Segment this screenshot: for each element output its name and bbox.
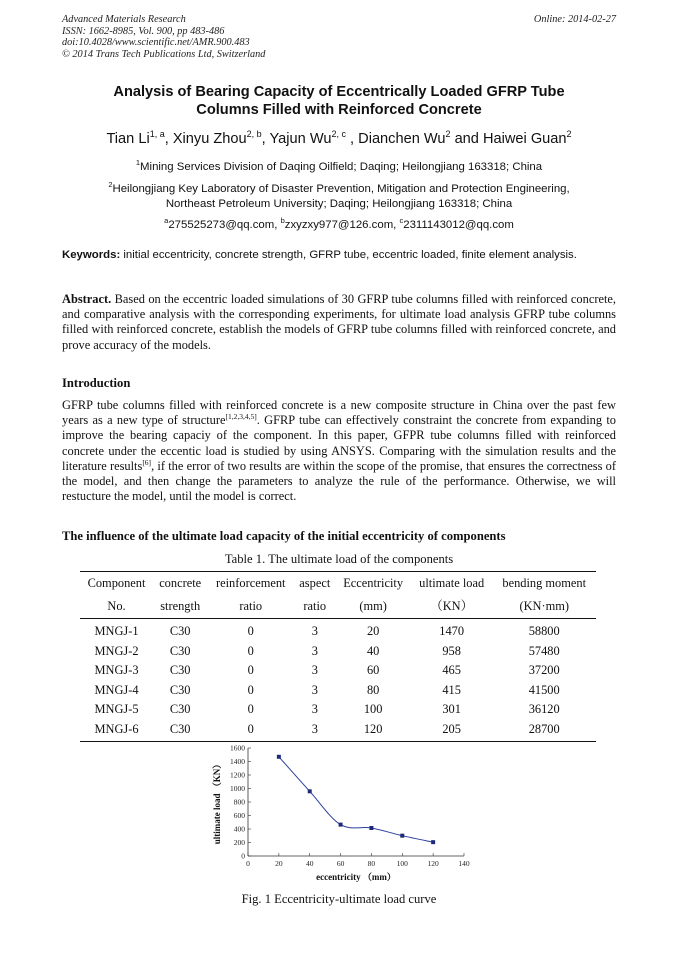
table-cell: 958 [442, 643, 461, 658]
table-cell: 58800 [528, 624, 560, 638]
author: Xinyu Zhou$^{2, b}$, [172, 129, 270, 147]
table-cell: 60 [366, 663, 380, 677]
table-cell: 3 [294, 720, 335, 742]
table-header-row [80, 572, 596, 596]
figure-1 [206, 738, 476, 888]
table-cell: C30 [169, 624, 191, 638]
table-cell: 40 [366, 643, 380, 658]
y-tick-label: 1400 [230, 757, 245, 766]
table-cell: 20 [366, 624, 380, 638]
table-caption: Table 1. The ultimate load of the components [224, 552, 454, 566]
x-tick-label: 120 [427, 859, 439, 868]
table-row [80, 642, 596, 662]
column-header: Component [80, 572, 153, 596]
data-point [431, 840, 435, 844]
online-date: Online: 2014-02-27 [533, 14, 616, 25]
data-point [339, 823, 343, 827]
author-emails: $^a$275525273@qq.com, $^b$zxyzxy977@126.com, $^c$2311143012@qq.com [164, 216, 514, 231]
column-header: (mm) [335, 595, 410, 619]
paper-title [62, 83, 616, 119]
y-tick-label: 800 [233, 797, 245, 807]
ultimate-load-table [80, 571, 596, 742]
table-cell: 0 [247, 663, 254, 677]
table-row [80, 700, 596, 720]
table-cell: 3 [311, 624, 318, 638]
x-tick-label: 20 [275, 859, 283, 868]
x-tick-label: 80 [367, 859, 376, 868]
table-cell: MNGJ-6 [80, 720, 153, 742]
author-list [62, 129, 616, 147]
table-cell: 120 [335, 720, 410, 742]
citation: [6] [142, 457, 152, 467]
y-tick-label: 1600 [230, 743, 245, 753]
table-cell: 3 [311, 663, 318, 677]
table-cell: MNGJ-3 [94, 663, 139, 677]
table-cell: 415 [442, 682, 461, 697]
table-cell: 465 [442, 663, 461, 677]
affiliation-1: $^1$Mining Services Division of Daqing Oilfield; Daqing; Heilongjiang 163318; China [135, 158, 543, 173]
column-header: reinforcement [207, 572, 294, 596]
x-tick-label: 40 [305, 859, 314, 868]
table-cell: 36120 [528, 702, 560, 716]
table-cell: 1470 [439, 624, 465, 638]
table-row [80, 619, 596, 642]
data-point [369, 826, 373, 830]
x-tick-label: 60 [336, 859, 345, 868]
title-line-2: Columns Filled with Reinforced Concrete [196, 102, 482, 118]
table-row [80, 681, 596, 701]
x-axis-label: eccentricity （mm） [316, 872, 396, 882]
table-cell: 0 [247, 643, 254, 658]
column-header: ultimate load [411, 572, 493, 596]
title-line-1: Analysis of Bearing Capacity of Eccentrically Loaded GFRP Tube [113, 84, 565, 100]
column-header: ratio [294, 595, 335, 619]
table-cell: 205 [411, 720, 493, 742]
keywords [62, 248, 616, 262]
affiliation-2: $^2$Heilongjiang Key Laboratory of Disaster Prevention, Mitigation and Protection Engineering, Northeast Petroleum University; Daqing; Heilongjiang 163318; China [108, 180, 570, 210]
table-cell: 57480 [528, 643, 560, 658]
section-heading-introduction: Introduction [62, 376, 131, 390]
citation: [1,2,3,4,5] [225, 412, 257, 422]
column-header: ratio [207, 595, 294, 619]
abstract [62, 292, 616, 353]
table-cell: 80 [366, 682, 380, 697]
table-header-row [80, 595, 596, 619]
table-cell: C30 [153, 720, 207, 742]
column-header: (KN·mm) [492, 595, 596, 619]
data-point [400, 834, 404, 838]
issn: ISSN: 1662-8985, Vol. 900, pp 483-486 [62, 25, 225, 37]
x-tick-label: 0 [246, 859, 250, 868]
figure-caption: Fig. 1 Eccentricity-ultimate load curve [241, 892, 437, 906]
eccentricity-load-chart [206, 738, 476, 888]
table-cell: MNGJ-2 [94, 643, 139, 658]
author: Haiwei Guan$^2$ [482, 129, 572, 147]
series-line [279, 757, 433, 842]
table-cell: 3 [311, 682, 318, 697]
y-tick-label: 600 [233, 811, 245, 820]
keywords-text: initial eccentricity, concrete strength, GFRP tube, eccentric loaded, finite element analysis. [120, 249, 577, 261]
author: Yajun Wu$^{2, c}$ , [269, 129, 359, 147]
table-cell: 41500 [528, 682, 560, 697]
table-cell: MNGJ-4 [94, 682, 139, 697]
section-heading-eccentricity: The influence of the ultimate load capacity of the initial eccentricity of components [62, 529, 506, 543]
running-header [62, 14, 616, 60]
table-cell: C30 [169, 702, 191, 716]
table-cell: 0 [247, 624, 254, 638]
table-cell: 0 [207, 720, 294, 742]
abstract-label: Abstract. [62, 292, 112, 306]
column-header: bending moment [492, 572, 596, 596]
table-cell: MNGJ-1 [94, 624, 139, 638]
table-cell: 100 [363, 702, 383, 716]
table-cell: 0 [247, 682, 254, 697]
data-point [277, 755, 281, 759]
y-tick-label: 1000 [230, 784, 245, 793]
doi: doi:10.4028/www.scientific.net/AMR.900.483 [62, 37, 250, 49]
table-cell: MNGJ-5 [94, 702, 139, 716]
column-header: aspect [294, 572, 335, 596]
table-cell: C30 [169, 663, 191, 677]
y-tick-label: 1200 [230, 770, 245, 780]
table-row [80, 661, 596, 681]
table-cell: 3 [311, 643, 318, 658]
author: Dianchen Wu$^2$ and [358, 129, 483, 147]
table-cell: 301 [442, 702, 461, 716]
keywords-label: Keywords: [62, 249, 121, 261]
x-tick-label: 100 [396, 859, 408, 868]
table-cell: 3 [311, 702, 318, 716]
copyright: © 2014 Trans Tech Publications Ltd, Switzerland [62, 48, 266, 60]
table-cell: 37200 [528, 663, 560, 677]
table-cell: C30 [169, 643, 191, 658]
author: Tian Li$^{1, a}$, [106, 129, 173, 147]
y-tick-label: 0 [241, 851, 245, 861]
data-point [308, 789, 312, 793]
column-header: （KN） [411, 595, 493, 619]
column-header: Eccentricity [335, 572, 410, 596]
introduction-paragraph: GFRP tube columns filled with reinforced concrete is a new composite structure in China over the past few years as a new type of structure[1,2,3,4,5]. GFRP tube can effectively constraint the concrete from expanding to improve the bearing capaciy of the component. In this paper, GFPR tube columns filled with reinforced concrete under the eccentic load is studied by using ANSYS. Comparing with the simulation results and the literature results[6], if the error of two results are within the scope of the promise, that ensures the correctness of the model, and then change the parameters to analyze the rule of the performance. Otherwise, we will restucture the model, until the model is correct. [62, 398, 616, 504]
abstract-text: Based on the eccentric loaded simulations of 30 GFRP tube columns filled with reinforced concrete, and comparative analysis with the corresponding experiments, for ultimate load analysis GFRP tube columns filled with reinforced concrete, establish the models of GFRP tube columns filled with reinforced concrete, and prove accuracy of the models. [62, 292, 616, 352]
y-axis-label: ultimate load （KN） [212, 759, 222, 845]
y-tick-label: 400 [233, 824, 245, 834]
y-tick-label: 200 [233, 838, 245, 847]
column-header: No. [80, 595, 153, 619]
column-header: strength [153, 595, 207, 619]
table-cell: 0 [247, 702, 254, 716]
x-tick-label: 140 [458, 859, 470, 868]
column-header: concrete [153, 572, 207, 596]
table-cell: 28700 [492, 720, 596, 742]
table-cell: C30 [169, 682, 191, 697]
journal-name: Advanced Materials Research [62, 14, 186, 25]
